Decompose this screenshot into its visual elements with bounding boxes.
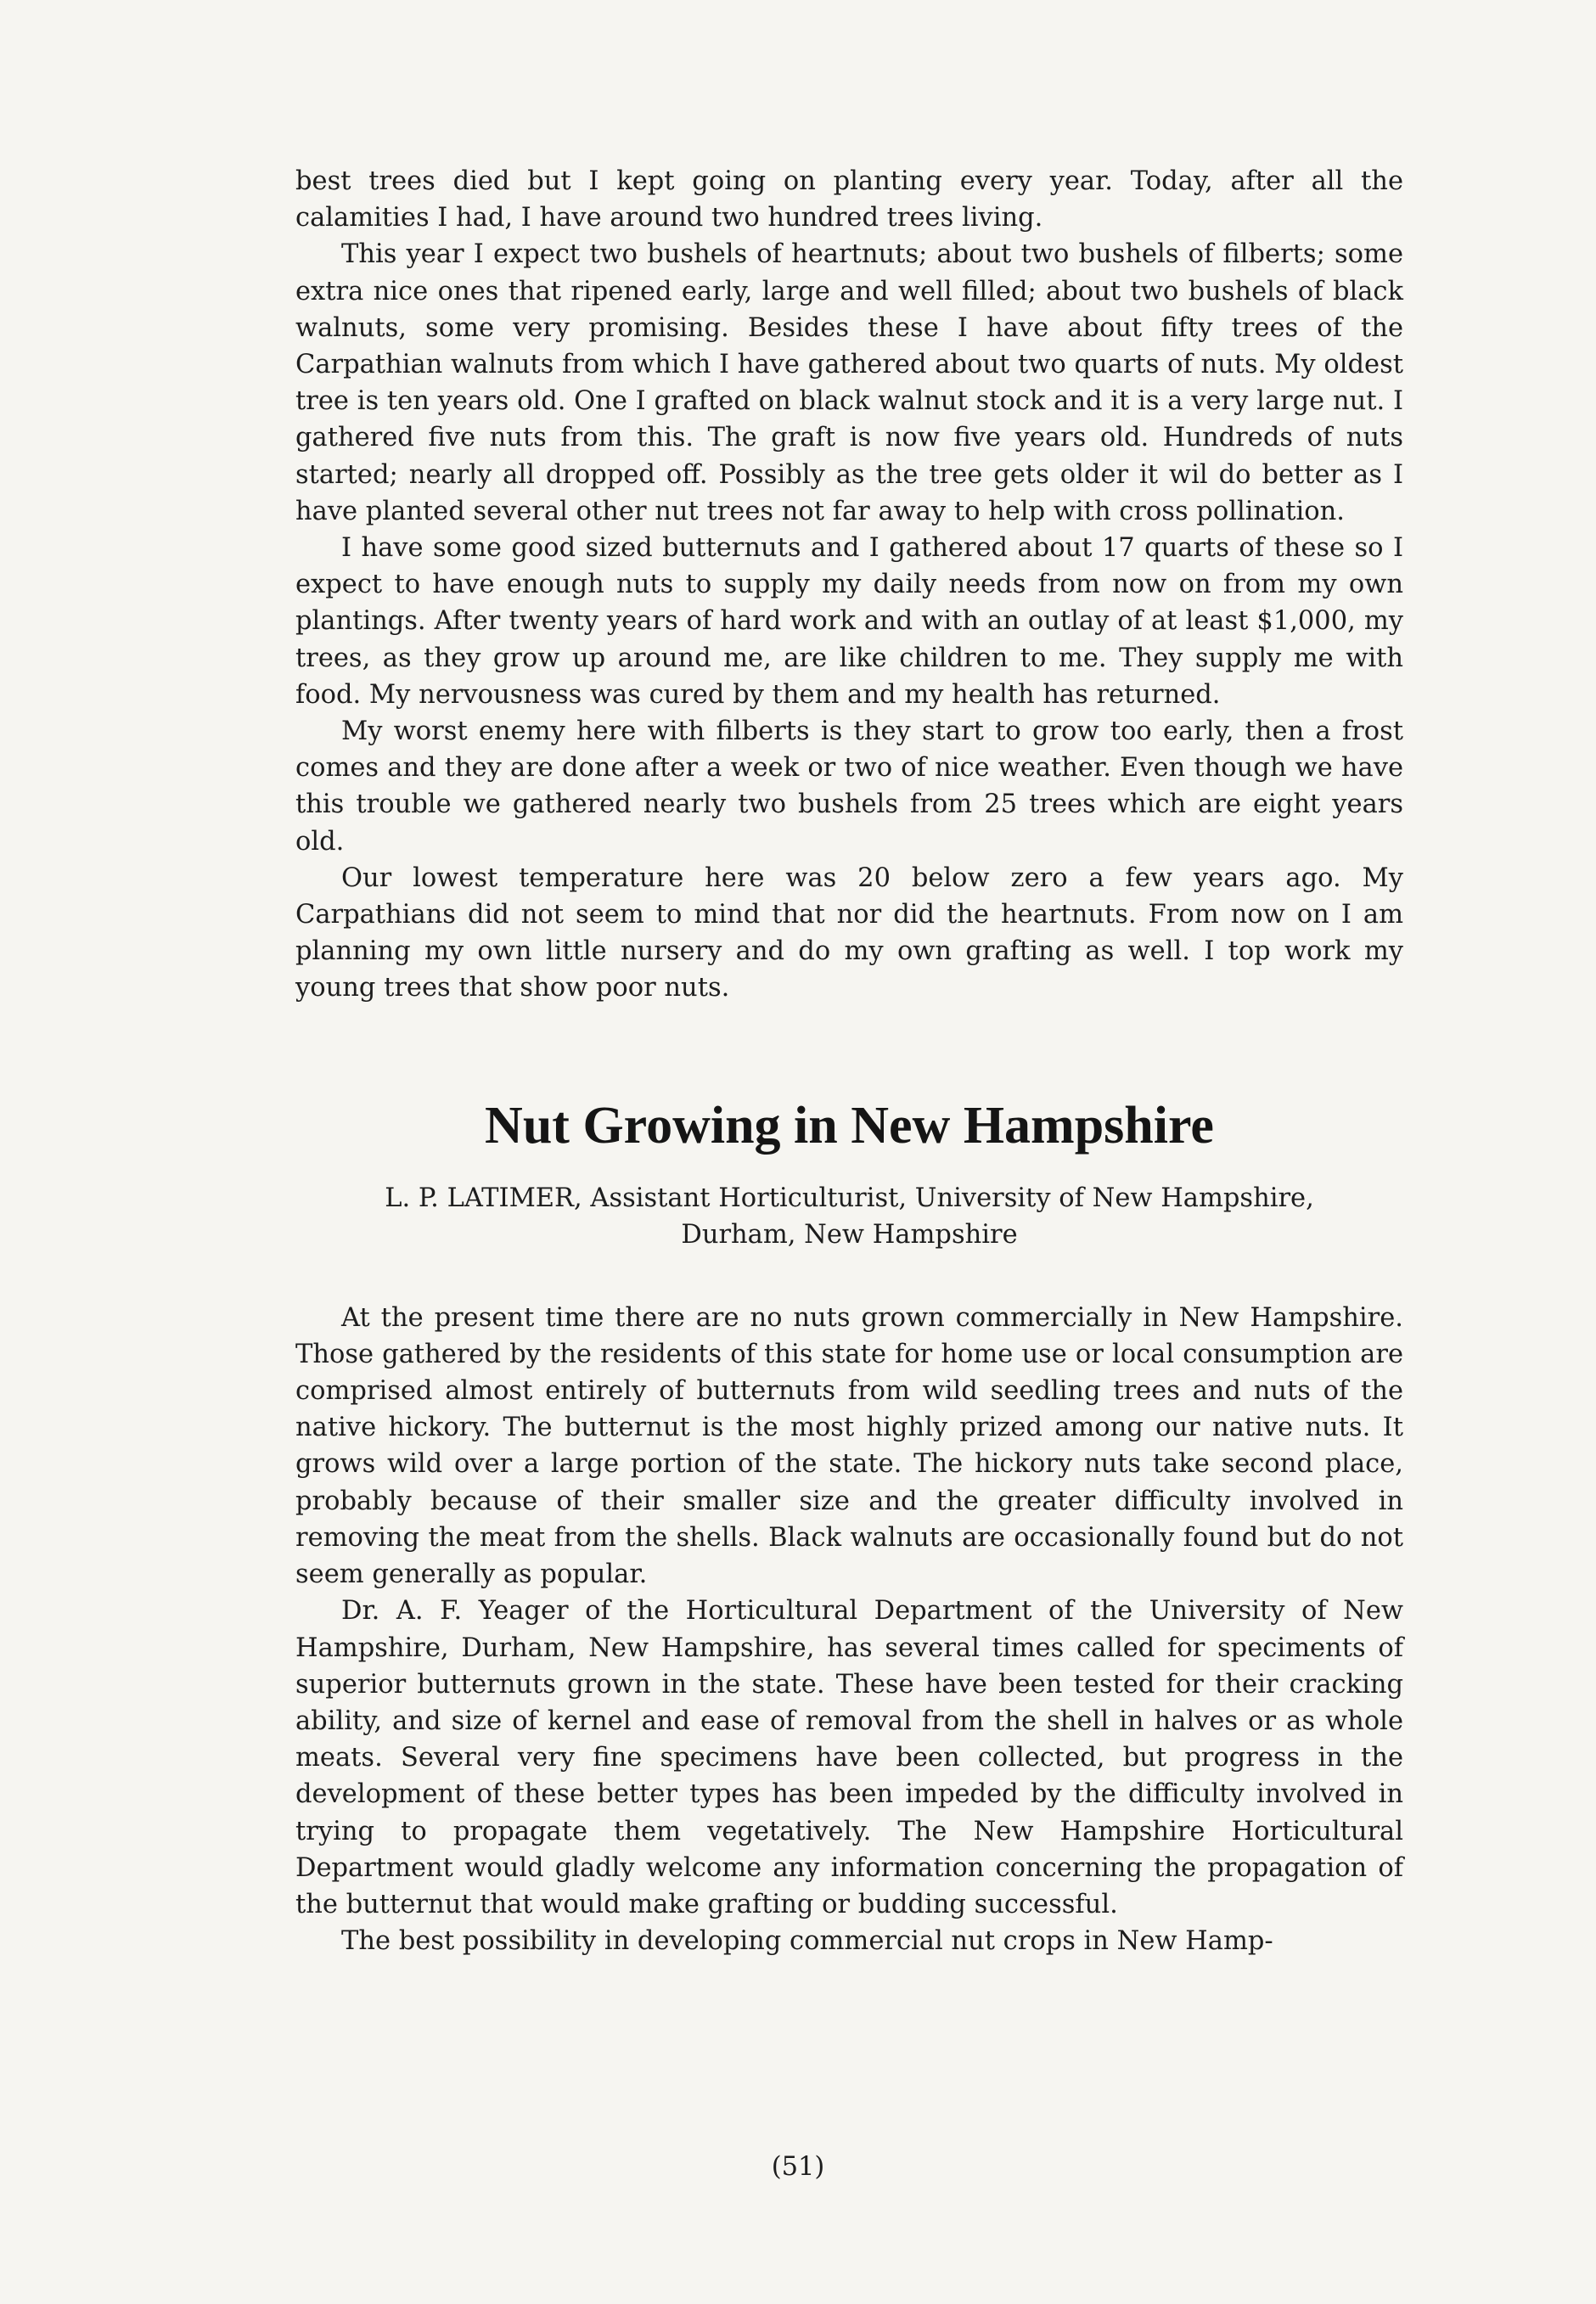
paragraph: Dr. A. F. Yeager of the Horticultural Department of the University of New Hampshire, Durham, New Hampshire, has several times called for speciments of superior butternuts grown in the state. These have been tested for their cracking ability, and size of kernel and ease of removal from the shell in halves or as whole meats. Several very fine specimens have been collected, but progress in the development of these better types has been impeded by the difficulty involved in trying to propagate them vegetatively. The New Hampshire Horticultural Department would gladly welcome any information concerning the propagation of the butternut that would make grafting or budding successful. — [295, 1596, 1403, 1919]
paragraph: At the present time there are no nuts grown commercially in New Hampshire. Those gathered by the residents of this state for home use or local consumption are comprised almost entirely of butternuts from wild seedling trees and nuts of the native hickory. The butternut is the most highly prized among our native nuts. It grows wild over a large portion of the state. The hickory nuts take second place, probably because of their smaller size and the greater difficulty involved in removing the meat from the shells. Black walnuts are occasionally found but do not seem generally as popular. — [295, 1302, 1403, 1590]
page-content — [295, 163, 1403, 1959]
paragraph: best trees died but I kept going on planting every year. Today, after all the calamities I had, I have around two hundred trees living. — [295, 166, 1403, 233]
byline-location: Durham, New Hampshire — [681, 1219, 1018, 1250]
continued-article — [295, 163, 1403, 1007]
byline-author-affiliation: L. P. LATIMER, Assistant Horticulturist, University of New Hampshire, — [385, 1183, 1314, 1213]
paragraph: My worst enemy here with filberts is they start to grow too early, then a frost comes and they are done after a week or two of nice weather. Even though we have this trouble we gathered nearly two bushels from 25 trees which are eight years old. — [295, 716, 1403, 857]
author-byline — [295, 1180, 1403, 1253]
paragraph: The best possibility in developing commercial nut crops in New Hamp- — [341, 1926, 1273, 1957]
paragraph: This year I expect two bushels of heartnuts; about two bushels of filberts; some extra nice ones that ripened early, large and well filled; about two bushels of black walnuts, some very promising. Besides these I have about fifty trees of the Carpathian walnuts from which I have gathered about two quarts of nuts. My oldest tree is ten years old. One I grafted on black walnut stock and it is a very large nut. I gathered five nuts from this. The graft is now five years old. Hundreds of nuts started; nearly all dropped off. Possibly as the tree gets older it wil do better as I have planted several other nut trees not far away to help with cross pollination. — [295, 239, 1403, 526]
article-header — [295, 1095, 1403, 1253]
article-body — [295, 1300, 1403, 1960]
paragraph: I have some good sized butternuts and I gathered about 17 quarts of these so I expect to have enough nuts to supply my daily needs from now on from my own plantings. After twenty years of hard work and with an outlay of at least $1,000, my trees, as they grow up around me, are like children to me. They supply me with food. My nervousness was cured by them and my health has returned. — [295, 533, 1403, 710]
article-title: Nut Growing in New Hampshire — [485, 1096, 1214, 1155]
page-number: (51) — [771, 2152, 825, 2182]
paragraph: Our lowest temperature here was 20 below zero a few years ago. My Carpathians did not seem to mind that nor did the heartnuts. From now on I am planning my own little nursery and do my own grafting as well. I top work my young trees that show poor nuts. — [295, 863, 1403, 1003]
